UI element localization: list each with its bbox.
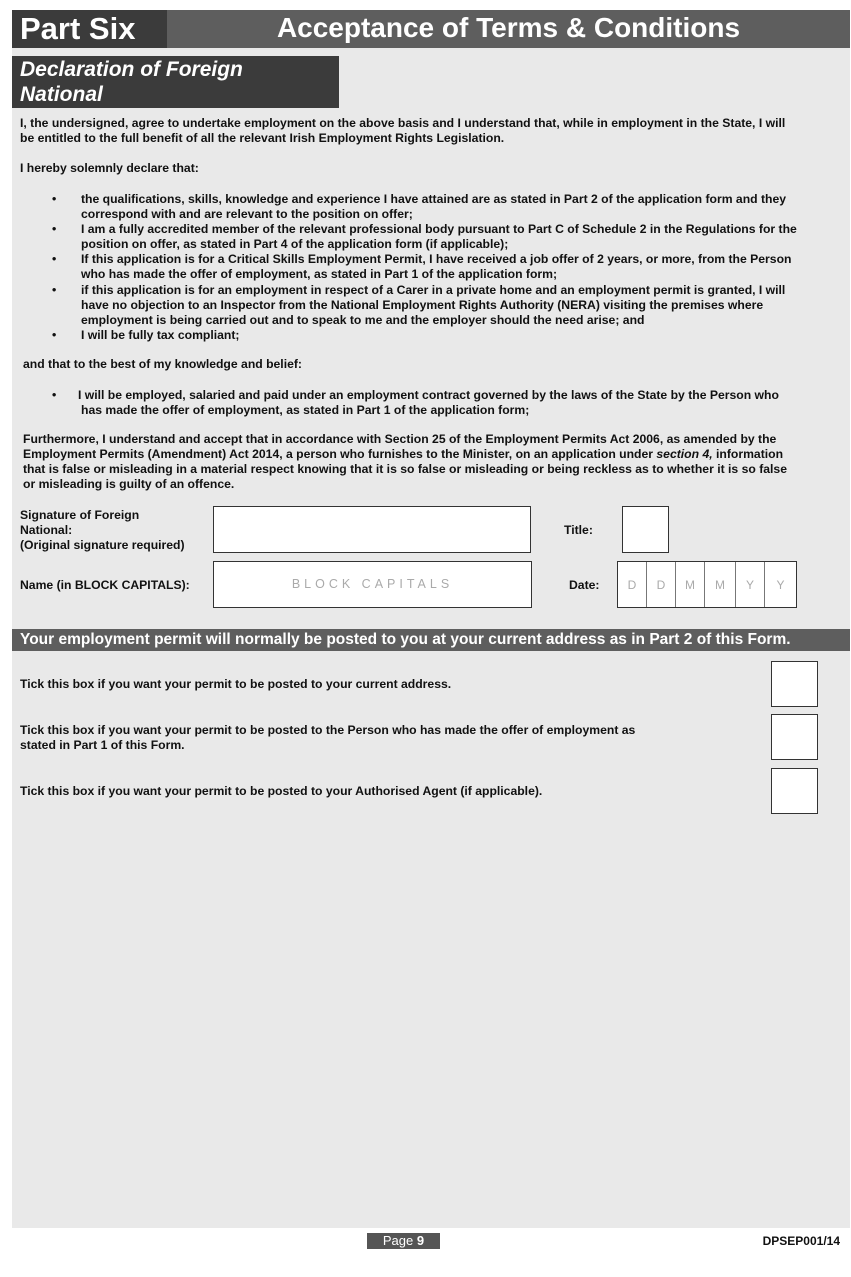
- date-field[interactable]: [617, 561, 797, 608]
- declaration-line: employment is being carried out and to speak to me and the employer should the need arise; and: [81, 313, 645, 327]
- section-title-line2: National: [20, 83, 103, 106]
- postal-option-employer-checkbox[interactable]: [771, 714, 818, 760]
- offence-paragraph: [23, 432, 787, 492]
- postal-banner: Your employment permit will normally be posted to you at your current address as in Part 2 of this Form.: [12, 629, 850, 651]
- intro-paragraph: [20, 116, 785, 146]
- section-reference: section 4,: [656, 447, 713, 461]
- part-title: Acceptance of Terms & Conditions: [167, 10, 850, 48]
- offence-line: Furthermore, I understand and accept that in accordance with Section 25 of the Employment Permits Act 2006, as amended by the: [23, 432, 777, 446]
- date-cell-day[interactable]: D: [618, 562, 647, 607]
- signature-label-line: Signature of Foreign: [20, 508, 140, 522]
- declaration-line: the qualifications, skills, knowledge and experience I have attained are as stated in Part 2 of the application form and they: [81, 192, 787, 206]
- declaration-line: If this application is for a Critical Skills Employment Permit, I have received a job offer of 2 years, or more, from the Person: [81, 252, 792, 266]
- postal-option-agent-checkbox[interactable]: [771, 768, 818, 814]
- declaration-line: position on offer, as stated in Part 4 of the application form (if applicable);: [81, 237, 509, 251]
- signature-label-line: (Original signature required): [20, 538, 185, 552]
- date-cell-year[interactable]: Y: [765, 562, 796, 607]
- postal-option-line: stated in Part 1 of this Form.: [20, 738, 185, 752]
- name-field[interactable]: [213, 561, 532, 608]
- offence-line: that is false or misleading in a material respect knowing that it is so false or misleading or being reckless as to whether it is so false: [23, 462, 787, 476]
- page-label: Page: [382, 1233, 414, 1248]
- signature-field[interactable]: [213, 506, 531, 553]
- form-page: [12, 10, 850, 1228]
- intro-line: be entitled to the full benefit of all the relevant Irish Employment Rights Legislation.: [20, 131, 505, 145]
- date-cell-month[interactable]: M: [676, 562, 705, 607]
- postal-option-current-address-checkbox[interactable]: [771, 661, 818, 707]
- page-number: 9: [416, 1233, 425, 1248]
- declaration-line: who has made the offer of employment, as stated in Part 1 of the application form;: [81, 267, 558, 281]
- signature-label-line: National:: [20, 523, 73, 537]
- bullet-icon: •: [52, 328, 57, 342]
- postal-option-agent-label: Tick this box if you want your permit to be posted to your Authorised Agent (if applicable).: [20, 784, 543, 798]
- date-cell-day[interactable]: D: [647, 562, 676, 607]
- name-label: Name (in BLOCK CAPITALS):: [20, 578, 190, 592]
- bullet-icon: •: [52, 388, 57, 402]
- postal-option-line: Tick this box if you want your permit to be posted to the Person who has made the offer of employment as: [20, 723, 636, 737]
- bullet-icon: •: [52, 192, 57, 206]
- signature-label: [20, 508, 185, 553]
- postal-option-current-address-label: Tick this box if you want your permit to be posted to your current address.: [20, 677, 452, 691]
- belief-line: has made the offer of employment, as stated in Part 1 of the application form;: [81, 403, 530, 417]
- declaration-line: correspond with and are relevant to the position on offer;: [81, 207, 413, 221]
- bullet-icon: •: [52, 252, 57, 266]
- postal-option-employer-label: [20, 723, 635, 753]
- date-cell-month[interactable]: M: [705, 562, 736, 607]
- bullet-icon: •: [52, 222, 57, 236]
- part-label: Part Six: [12, 10, 167, 48]
- document-code: DPSEP001/14: [762, 1234, 840, 1248]
- name-placeholder: BLOCK CAPITALS: [291, 577, 454, 591]
- offence-line: [23, 447, 787, 462]
- title-field[interactable]: [622, 506, 669, 553]
- declare-heading: I hereby solemnly declare that:: [20, 161, 199, 175]
- intro-line: I, the undersigned, agree to undertake employment on the above basis and I understand that, while in employment in the State, I will: [20, 116, 786, 130]
- declaration-line: have no objection to an Inspector from the National Employment Rights Authority (NERA) visiting the premises where: [81, 298, 764, 312]
- bullet-icon: •: [52, 283, 57, 297]
- page-header: [12, 10, 850, 48]
- declaration-line: I am a fully accredited member of the relevant professional body pursuant to Part C of Schedule 2 in the Regulations for the: [81, 222, 797, 236]
- section-title-line1: Declaration of Foreign: [20, 58, 243, 81]
- date-cell-year[interactable]: Y: [736, 562, 765, 607]
- offence-line: or misleading is guilty of an offence.: [23, 477, 235, 491]
- declaration-line: if this application is for an employment in respect of a Carer in a private home and an employment permit is granted, I will: [81, 283, 786, 297]
- title-label: Title:: [564, 523, 593, 537]
- date-label: Date:: [569, 578, 600, 592]
- section-title: [12, 56, 339, 108]
- declaration-line: I will be fully tax compliant;: [81, 328, 240, 342]
- offence-text: information: [712, 447, 784, 461]
- page-number-badge: [367, 1233, 440, 1249]
- belief-line: I will be employed, salaried and paid under an employment contract governed by the laws of the State by the Person who: [78, 388, 779, 402]
- offence-text: Employment Permits (Amendment) Act 2014, a person who furnishes to the Minister, on an application under: [23, 447, 657, 461]
- belief-heading: and that to the best of my knowledge and belief:: [23, 357, 302, 371]
